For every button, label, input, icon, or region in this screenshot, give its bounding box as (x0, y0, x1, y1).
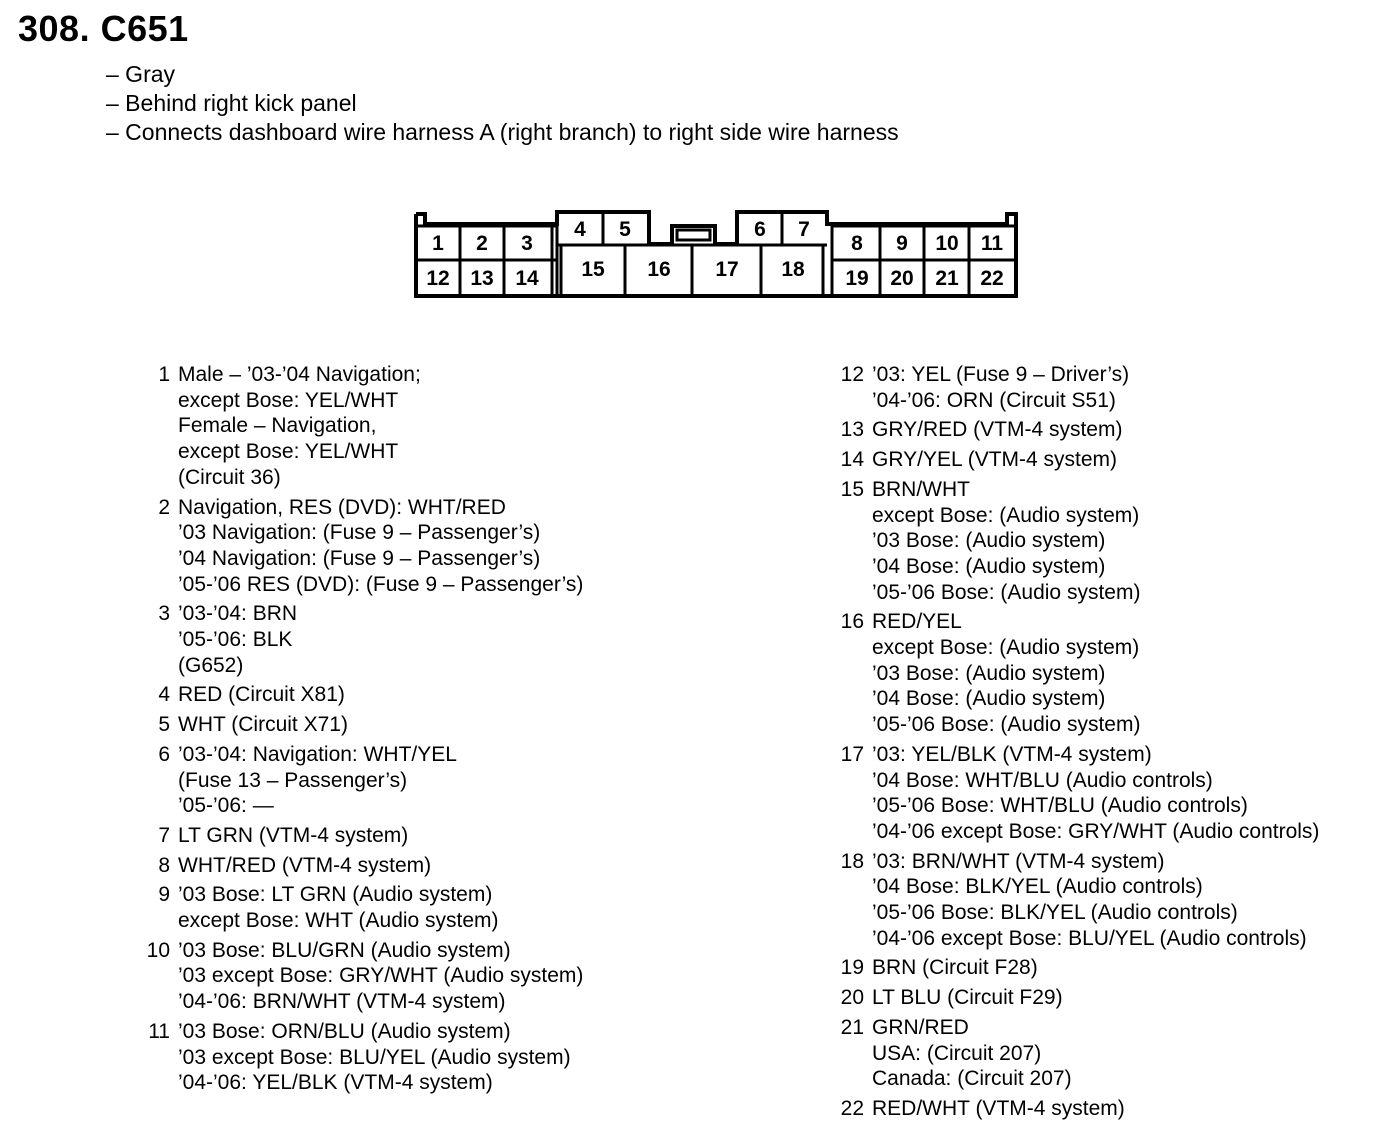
pin-number: 10 (146, 938, 170, 962)
pin-label-19: 19 (845, 267, 869, 290)
pin-description (872, 985, 1063, 1011)
pin-label-16: 16 (647, 258, 671, 281)
pin-label-8: 8 (851, 232, 863, 255)
pin-list-right (834, 362, 1319, 1126)
pin-description (872, 609, 1140, 738)
pin-description-line: ’04-’06: YEL/BLK (VTM-4 system) (178, 1071, 493, 1095)
pin-description-line: RED (Circuit X81) (178, 683, 345, 707)
pin-description (178, 823, 408, 849)
pin-description-line: except Bose: (Audio system) (872, 503, 1140, 527)
pin-list-left (140, 362, 583, 1100)
pin-number: 21 (840, 1015, 864, 1039)
pin-label-22: 22 (980, 267, 1004, 290)
pin-description (872, 742, 1319, 845)
pin-number: 15 (840, 477, 864, 501)
pin-description-line: BRN/WHT (872, 477, 970, 501)
pin-description-line: ’05-’06: BLK (178, 628, 293, 652)
pin-description (872, 1015, 1072, 1092)
pin-description-line: ’05-’06 Bose: BLK/YEL (Audio controls) (872, 901, 1238, 925)
pin-description (178, 882, 499, 933)
pin-label-20: 20 (890, 267, 914, 290)
pin-description-line: ’04-’06: BRN/WHT (VTM-4 system) (178, 990, 506, 1014)
connector-connection: – Connects dashboard wire harness A (right branch) to right side wire harness (106, 119, 899, 145)
pin-label-13: 13 (470, 267, 494, 290)
pin-entry (140, 1019, 583, 1096)
pin-label-18: 18 (781, 258, 805, 281)
pin-number: 6 (158, 742, 170, 766)
pin-number: 9 (158, 883, 170, 907)
pin-number: 12 (840, 363, 864, 386)
pin-number: 4 (158, 683, 170, 707)
pin-label-6: 6 (754, 218, 766, 241)
pin-description-line: (Fuse 13 – Passenger’s) (178, 768, 408, 792)
pin-label-15: 15 (581, 258, 605, 281)
pin-entry (834, 362, 1319, 413)
pin-description (872, 955, 1038, 981)
page-title: 308. C651 (18, 8, 189, 49)
pin-description-line: LT BLU (Circuit F29) (872, 986, 1063, 1010)
pin-description-line: ’03: YEL (Fuse 9 – Driver’s) (872, 363, 1130, 386)
pin-description-line: ’03: BRN/WHT (VTM-4 system) (872, 849, 1165, 873)
pin-description-line: ’05-’06 Bose: (Audio system) (872, 580, 1141, 604)
pin-description-line: except Bose: (Audio system) (872, 636, 1140, 660)
pin-description-line: ’05-’06 Bose: (Audio system) (872, 713, 1141, 737)
pin-description (872, 477, 1140, 606)
pin-description-line: ’03 Bose: (Audio system) (872, 529, 1106, 553)
pin-description-line: GRY/RED (VTM-4 system) (872, 418, 1123, 442)
pin-entry (834, 609, 1319, 738)
pin-description-line: except Bose: YEL/WHT (178, 440, 399, 464)
pin-number: 13 (840, 418, 864, 442)
pin-description-line: ’05-’06 Bose: WHT/BLU (Audio controls) (872, 794, 1248, 818)
pin-label-10: 10 (935, 232, 959, 255)
pin-description (178, 853, 431, 879)
pin-description-line: ’05-’06: — (178, 794, 274, 818)
pin-description-line: ’03 Bose: BLU/GRN (Audio system) (178, 938, 511, 962)
pin-description (872, 447, 1117, 473)
pin-label-11: 11 (980, 232, 1004, 255)
pin-entry (140, 938, 583, 1015)
pin-label-5: 5 (619, 218, 631, 241)
pin-number: 19 (840, 956, 864, 980)
pin-description-line: WHT/RED (VTM-4 system) (178, 853, 432, 877)
pin-entry (140, 682, 583, 708)
pin-entry (140, 882, 583, 933)
pin-description-line: (Circuit 36) (178, 465, 281, 489)
pin-entry (140, 712, 583, 738)
connector-location: – Behind right kick panel (106, 90, 357, 116)
pin-entry (834, 417, 1319, 443)
pin-description (872, 362, 1129, 413)
pin-description (872, 417, 1122, 443)
pin-entry (834, 742, 1319, 845)
pin-entry (834, 477, 1319, 606)
pin-description-line: ’04-’06: ORN (Circuit S51) (872, 388, 1116, 412)
pin-label-2: 2 (476, 232, 488, 255)
pin-label-3: 3 (521, 232, 533, 255)
pin-description-line: ’03-’04: BRN (178, 602, 298, 626)
pin-description-line: ’03 Bose: LT GRN (Audio system) (178, 883, 493, 907)
pin-description (178, 1019, 571, 1096)
pin-description-line: ’03 Bose: ORN/BLU (Audio system) (178, 1019, 511, 1043)
pin-number: 22 (840, 1096, 864, 1120)
pin-entry (834, 1015, 1319, 1092)
pin-description-line: Canada: (Circuit 207) (872, 1067, 1072, 1091)
pin-entry (140, 601, 583, 678)
connector-color: – Gray (106, 61, 176, 87)
pin-description-line: Male – ’03-’04 Navigation; (178, 363, 421, 386)
pin-description (178, 362, 421, 491)
pin-description-line: except Bose: YEL/WHT (178, 388, 399, 412)
pin-description-line: ’03-’04: Navigation: WHT/YEL (178, 742, 457, 766)
pin-description-line: ’03 Bose: (Audio system) (872, 661, 1106, 685)
pin-number: 2 (158, 495, 170, 519)
pin-description-line: ’04 Bose: BLK/YEL (Audio controls) (872, 875, 1203, 899)
pin-description-line: RED/YEL (872, 610, 962, 634)
pin-label-1: 1 (432, 232, 444, 255)
pin-description (178, 495, 583, 598)
pin-entry (834, 447, 1319, 473)
pin-description-line: ’04 Bose: WHT/BLU (Audio controls) (872, 768, 1213, 792)
pin-entry (834, 985, 1319, 1011)
pin-description-line: GRY/YEL (VTM-4 system) (872, 448, 1118, 472)
pin-description-line: ’04 Bose: (Audio system) (872, 687, 1106, 711)
pin-description-line: ’03 Navigation: (Fuse 9 – Passenger’s) (178, 521, 541, 545)
pin-description-line: GRN/RED (872, 1015, 969, 1039)
pin-number: 7 (158, 823, 170, 847)
pin-entry (140, 742, 583, 819)
pin-label-14: 14 (515, 267, 539, 290)
pin-number: 8 (158, 853, 170, 877)
pin-label-17: 17 (715, 258, 739, 281)
pin-number: 18 (840, 849, 864, 873)
pin-description-line: RED/WHT (VTM-4 system) (872, 1096, 1125, 1120)
pin-description-line: LT GRN (VTM-4 system) (178, 823, 409, 847)
pin-number: 11 (148, 1019, 170, 1043)
pin-label-4: 4 (574, 218, 586, 241)
pin-description (178, 682, 345, 708)
pin-description-line: USA: (Circuit 207) (872, 1041, 1042, 1065)
pin-description-line: ’03 except Bose: GRY/WHT (Audio system) (178, 964, 584, 988)
pin-number: 14 (840, 448, 864, 472)
connector-latch (677, 230, 710, 240)
pin-description-line: (G652) (178, 653, 244, 677)
pin-description-line: ’05-’06 RES (DVD): (Fuse 9 – Passenger’s) (178, 572, 584, 596)
pin-number: 5 (158, 713, 170, 737)
pin-entry (140, 823, 583, 849)
pin-description-line: Female – Navigation, (178, 414, 377, 438)
pin-number: 1 (158, 363, 170, 386)
pin-description (178, 601, 297, 678)
pin-description-line: ’03 except Bose: BLU/YEL (Audio system) (178, 1045, 571, 1069)
pin-entry (834, 849, 1319, 952)
pin-description-line: except Bose: WHT (Audio system) (178, 909, 499, 933)
pin-description-line: Navigation, RES (DVD): WHT/RED (178, 495, 506, 519)
pin-description-line: ’04 Bose: (Audio system) (872, 554, 1106, 578)
pin-label-7: 7 (798, 218, 810, 241)
pin-entry (140, 495, 583, 598)
pin-label-12: 12 (426, 267, 450, 290)
pin-number: 16 (840, 610, 864, 634)
pin-description (178, 742, 457, 819)
pin-label-21: 21 (935, 267, 959, 290)
pin-description-line: ’04-’06 except Bose: GRY/WHT (Audio controls) (872, 819, 1320, 843)
pin-number: 3 (158, 602, 170, 626)
pin-entry (140, 362, 583, 491)
pin-number: 17 (840, 742, 864, 766)
pin-description-line: ’04-’06 except Bose: BLU/YEL (Audio controls) (872, 926, 1307, 950)
pin-description (872, 849, 1307, 952)
connector-diagram (0, 0, 1392, 340)
pin-description-line: ’04 Navigation: (Fuse 9 – Passenger’s) (178, 546, 541, 570)
pin-description (178, 938, 583, 1015)
pin-description (872, 1096, 1125, 1122)
pin-number: 20 (840, 986, 864, 1010)
pin-description (178, 712, 348, 738)
pin-entry (834, 1096, 1319, 1122)
pin-description-line: ’03: YEL/BLK (VTM-4 system) (872, 742, 1152, 766)
pin-description-line: WHT (Circuit X71) (178, 713, 348, 737)
pin-description-line: BRN (Circuit F28) (872, 956, 1038, 980)
pin-entry (140, 853, 583, 879)
pin-label-9: 9 (896, 232, 908, 255)
pin-entry (834, 955, 1319, 981)
